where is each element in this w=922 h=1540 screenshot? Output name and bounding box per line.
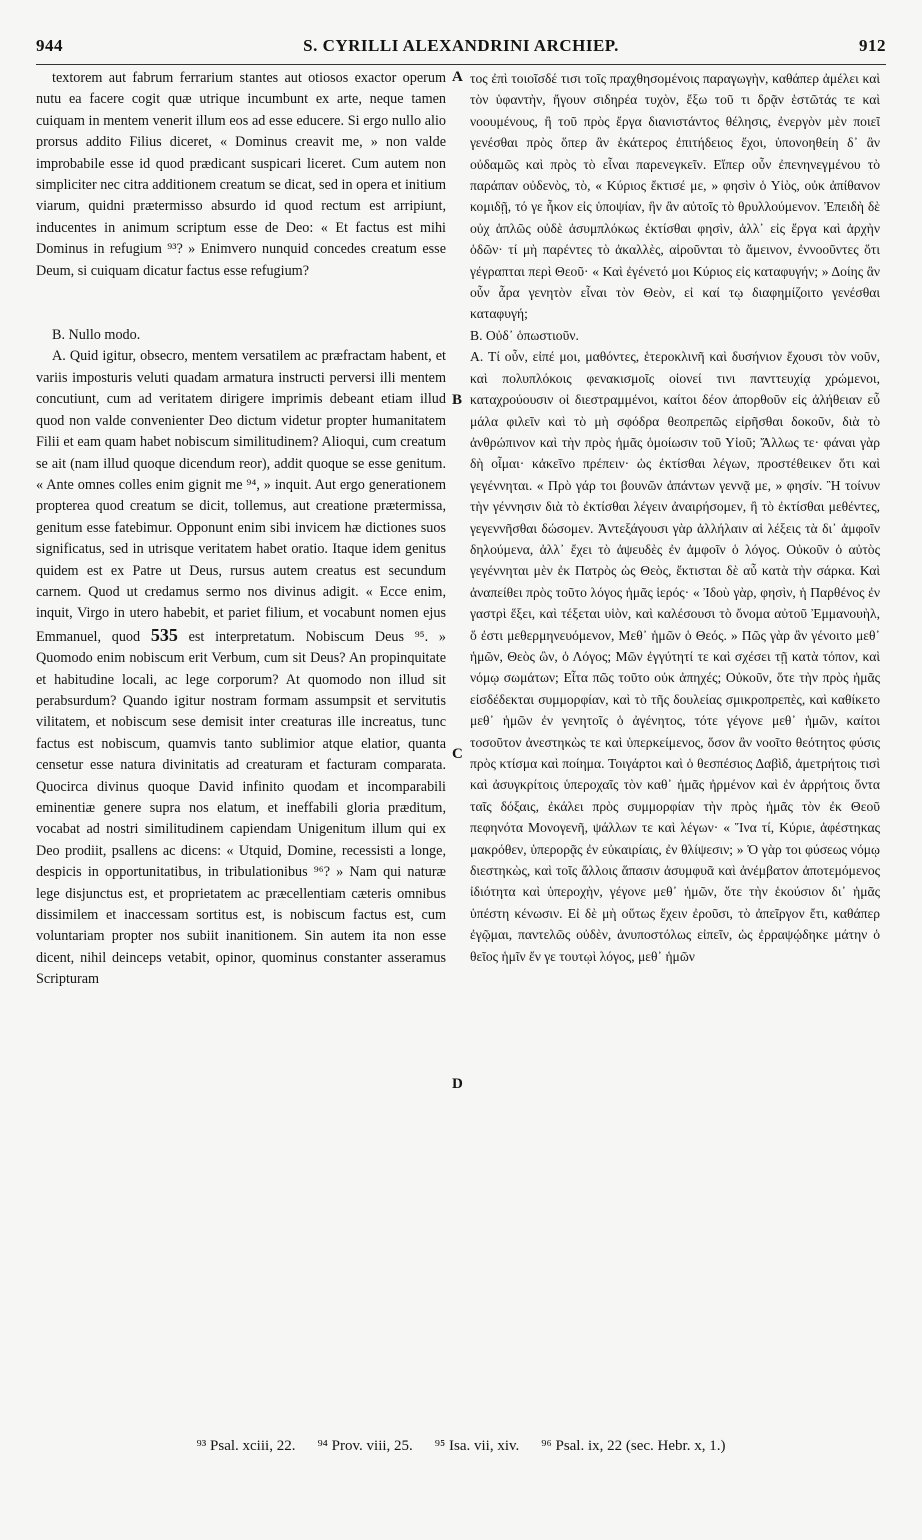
header-rule: [36, 64, 886, 65]
footnote-95: ⁹⁵ Isa. vii, xiv.: [434, 1438, 520, 1454]
margin-marker-a: A: [452, 69, 463, 85]
latin-column: [36, 68, 446, 1408]
margin-marker-b: B: [452, 392, 463, 408]
latin-gap: [36, 282, 446, 325]
running-header: [36, 36, 886, 66]
latin-paragraph-3b: est interpretatum. Nobiscum Deus ⁹⁵. » Quomodo enim nobiscum erit Verbum, cum sit Deus? An propinquitate et habitudine locali, ac lege corporum? At quomodo non illud sit perabsurdum? Quando igitur nostram formam assumpsit et servitutis vilitatem, et nobiscum sese demisit inter creaturas ille increatus, tunc factus est nobiscum, quamvis tanto sublimior atque elatior, quanta censetur esse natura divinitatis ad creaturam et facturam comparata. Quocirca divinus quoque David infinito quodam et incomparabili eminentiæ genere supra nos elatum, et ineffabili gloria præditum, vocabat ad nostri similitudinem capiendam Unigenitum illum qui ex Deo prodiit, psallens ac dicens: « Utquid, Domine, recessisti a longe, despicis in opportunitatibus, in tribulationibus ⁹⁶? » Nam qui naturæ lege disjunctus est, et proprietatem ac præcellentiam cæteris omnibus dissimilem et inaccessam sortitus est, is nobiscum factus est, cum voluntariam propter nos subiit inanitionem. Sin autem ita non esse dicent, nihil deinceps vetabit, opinor, quominus constanter asseramus Scripturam: [36, 628, 446, 988]
footnote-94: ⁹⁴ Prov. viii, 25.: [317, 1438, 413, 1454]
greek-paragraph-1: τος ἐπὶ τοιοῖσδέ τισι τοῖς πραχθησομένοις παραγωγὴν, καθάπερ ἀμέλει καὶ τὸν ὑφαντὴν, ἤγουν σιδηρέα τυχὸν, ἔξω τοῦ τι δρᾷν ἑστῶτάς τε καὶ νοουμένους, ἢ τοῦ πρὸς ἔργα διανιστάντος θέλησις, ἐνεργὸν μὲν ποιεῖ γενέσθαι πρὸς ὅπερ ἂν ἑκάτερος ἐπιτήδειος ἔχοι, ὑπονοηθείη δ᾽ ἂν οὐδαμῶς καὶ πρὸς τὸ εἶναι παρενεγκεῖν. Εἴπερ οὖν ἐπενηνεγμένου τὸ παράπαν οὐδενὸς, τὸ, « Κύριος ἔκτισέ με, » φησὶν ὁ Υἱὸς, οὐκ ἀπίθανον κομιδῇ, τό γε ἧκον εἰς ὑποψίαν, ἣν ἂν αὐτοῖς τὸ θρυλλούμενον. Ἐπειδὴ δὲ οὐχ ἁπλῶς οὐδὲ ἀσυμπλόκως ἐκτίσθαι φησὶν, ἀλλ᾽ εἰς ἔργα καὶ ἀρχὴν ὁδῶν· τί μὴ παρέντες τὸ ἀκαλλὲς, αἱροῦνται τὸ ἄμεινον, ἐννοοῦντες ὅτι γέγραπται περὶ Θεοῦ· « Καὶ ἐγένετό μοι Κύριος εἰς καταφυγήν; » Δοίης ἂν οὖν ἆρα γενητὸν εἶναι τὸν Θεὸν, εἰ καί τῳ διαφημίζοιτο γενέσθαι καταφυγή;: [470, 71, 880, 322]
footnote-96: ⁹⁶ Psal. ix, 22 (sec. Hebr. x, 1.): [541, 1438, 726, 1454]
margin-marker-d: D: [452, 1076, 463, 1092]
latin-paragraph-3a: A. Quid igitur, obsecro, mentem versatilem ac præfractam habent, et variis imposturis veluti quadam armatura instructi perversi illi mentem concutiunt, cum ad veritatem dirigere imprimis debeant etiam illud quod non valde convenienter Deo dictum videtur propter humanitatem Filii et eam quam habet nobiscum similitudinem? Alioqui, cum creatum se ait (nam illud quoque dicendum reor), addit quoque se esse genitum. « Ante omnes colles enim gignit me ⁹⁴, » inquit. Aut ergo generationem propterea quod creatum se dicit, tollemus, aut creatione prætermissa, genitum esse fatebimur. Opponunt enim sibi invicem hæ dictiones suos significatus, sed in utrisque veritatem habet oratio. Itaque idem genitus quidem est ex Patre ut Deus, rursus autem creatus est secundum carnem. Quod ut credamus sermo nos divinus adigit. « Ecce enim, inquit, Virgo in utero habebit, et pariet filium, et vocabunt nomen ejus Emmanuel, quod: [36, 348, 446, 645]
latin-paragraph-1: textorem aut fabrum ferrarium stantes aut otiosos exactor operum nutu ea facere cogit quæ utrique incumbunt ex arte, neque tamen cuiquam in mentem venerit illum eos ad esse educere. Si ergo nullo alio prorsus addito Filius diceret, « Dominus creavit me, » non valde improbabile esse id quod prædicant suspicari liceret. Cum autem non simpliciter nec citra additionem creatum se dicat, sed in opera et initium viarum, quidni prætermisso absurdo id quod rectum est arripiunt, inducentes in animum scriptum esse de Deo: « Et factus est mihi Dominus in refugium ⁹³? » Enimvero nunquid concedes creatum esse Deum, si cuiquam dicatur factus esse refugium?: [36, 70, 446, 279]
margin-marker-c: C: [452, 746, 463, 762]
latin-paragraph-3: [36, 346, 446, 990]
latin-paragraph-2: B. Nullo modo.: [52, 327, 141, 344]
left-page-number: 944: [36, 36, 63, 55]
greek-paragraph-3: A. Τί οὖν, εἰπέ μοι, μαθόντες, ἑτεροκλινῆ καὶ δυσήνιον ἔχουσι τὸν νοῦν, καὶ πολυπλόκοις φενακισμοῖς οἱονεί τινι πανττευχίᾳ χρώμενοι, καταχρούουσιν οἱ διεστραμμένοι, καίτοι δέον ἀπορθοῦν εἰς ἀλήθειαν εὖ μάλα φιλεῖν καὶ τὸ μὴ σφόδρα θεοπρεπῶς εἰρῆσθαι δοκοῦν, διὰ τὸ ἀνθρώπινον καὶ τὴν πρὸς ἡμᾶς ὁμοίωσιν τοῦ Υἱοῦ; Ἄλλως τε· φάναι γὰρ δὴ οἶμαι· κἀκεῖνο πρέπειν· ὡς ἐκτίσθαι λέγων, προστέθεικεν ὅτι καὶ γεγέννηται. « Πρὸ γάρ τοι βουνῶν ἁπάντων γεννᾷ με, » φησίν. Ἢ τοίνυν τὴν γέννησιν διὰ τὸ ἐκτίσθαι λέγειν ἀναιρήσομεν, ἢ τὸ ἐκτίσθαι μεθέντες, γεγεννῆσθαι δώσομεν. Ἀντεξάγουσι γὰρ ἀλλήλαιν αἱ λέξεις τὰ δι᾽ ἀμφοῖν δηλούμενα, ἀλλ᾽ ἔχει τὸ ἀψευδὲς ἐν ἀμφοῖν ὁ λόγος. Οὐκοῦν ὁ αὐτὸς γεγέννηται μὲν ἐκ Πατρὸς ὡς Θεὸς, ἔκτισται δὲ αὖ κατὰ τὴν σάρκα. Καὶ ἀναπείθει πρὸς τοῦτο λόγος ἡμᾶς ἱερός· « Ἰδοὺ γὰρ, φησὶν, ἡ Παρθένος ἐν γαστρὶ ἕξει, καὶ τέξεται υἱὸν, καὶ καλέσουσι τὸ ὄνομα αὐτοῦ Ἐμμανουὴλ, ὅ ἐστι μεθερμηνευόμενον, Μεθ᾽ ἡμῶν ὁ Θεός. » Πῶς γὰρ ἂν γένοιτο μεθ᾽ ἡμῶν, Θεὸς ὢν, ὁ Λόγος; Μῶν ἐγγύτητί τε καὶ σχέσει τῇ κατὰ τόπον, καὶ νόμῳ σωμάτων; Εἶτα πῶς τοῦτο οὐκ ἀπηχές; Οὐκοῦν, ὅτε τὴν πρὸς ἡμᾶς εἰσδέδεκται συμμορφίαν, καὶ τὸ τῆς δουλείας σμικροπρεπὲς, καὶ καθίκετο μεθ᾽ ἡμῶν ἐν γενητοῖς ὁ ἀγένητος, τότε γέγονε μεθ᾽ ἡμῶν, καίτοι τοσοῦτον ἀνεστηκὼς τε καὶ ὑπερκείμενος, ὅσον ἂν νοοῖτο θεότητος φύσις πρὸς κτίσμα καὶ ποίημα. Τοιγάρτοι καὶ ὁ θεσπέσιος Δαβὶδ, ἀμετρήτοις τισὶ καὶ ἀσυγκρίτοις ὑπεροχαῖς τὸν καθ᾽ ἡμᾶς ἠρμένον καὶ ἐν ἀρρήτοις ὄντα ταῖς δόξαις, ἐκάλει πρὸς συμμορφίαν τὴν πρὸς ἡμᾶς τὸν ἐκ Θεοῦ πεφηνότα Μονογενῆ, ψάλλων τε καὶ λέγων· « Ἵνα τί, Κύριε, ἀφέστηκας μακρόθεν, ὑπερορᾷς ἐν εὐκαιρίαις, ἐν θλίψεσιν; » Ὁ γὰρ τοι φύσεως νόμῳ διεστηκὼς, καὶ τοῖς ἄλλοις ἅπασιν ἀσυμφυᾶ καὶ ἀνέμβατον ἀποτεμόμενος ἰδιότητα καὶ ὑπεροχὴν, γέγονε μεθ᾽ ἡμῶν, ὅτε τὴν ἑκούσιον δι᾽ ἡμᾶς ὑπέστη κένωσιν. Εἰ δὲ μὴ οὕτως ἔχειν ἐροῦσι, τὸ ἀπεῖργον ἔτι, καθάπερ ἐγῷμαι, παντελῶς οὐδὲν, ἀνυποστόλως εἰπεῖν, ὡς ἐρραψῴδηκε μάτην ὁ θεῖος ἡμῖν ἔν γε τουτῳὶ λόγος, μεθ᾽ ἡμῶν: [470, 349, 880, 964]
greek-column: [470, 68, 880, 1408]
column-number: 535: [150, 624, 178, 645]
greek-paragraph-2: B. Οὐδ᾽ ὁπωστιοῦν.: [470, 327, 579, 343]
footnotes: [36, 1438, 886, 1455]
footnote-93: ⁹³ Psal. xciii, 22.: [196, 1438, 296, 1454]
running-title: S. CYRILLI ALEXANDRINI ARCHIEP.: [303, 36, 619, 55]
right-page-number: 912: [859, 36, 886, 55]
